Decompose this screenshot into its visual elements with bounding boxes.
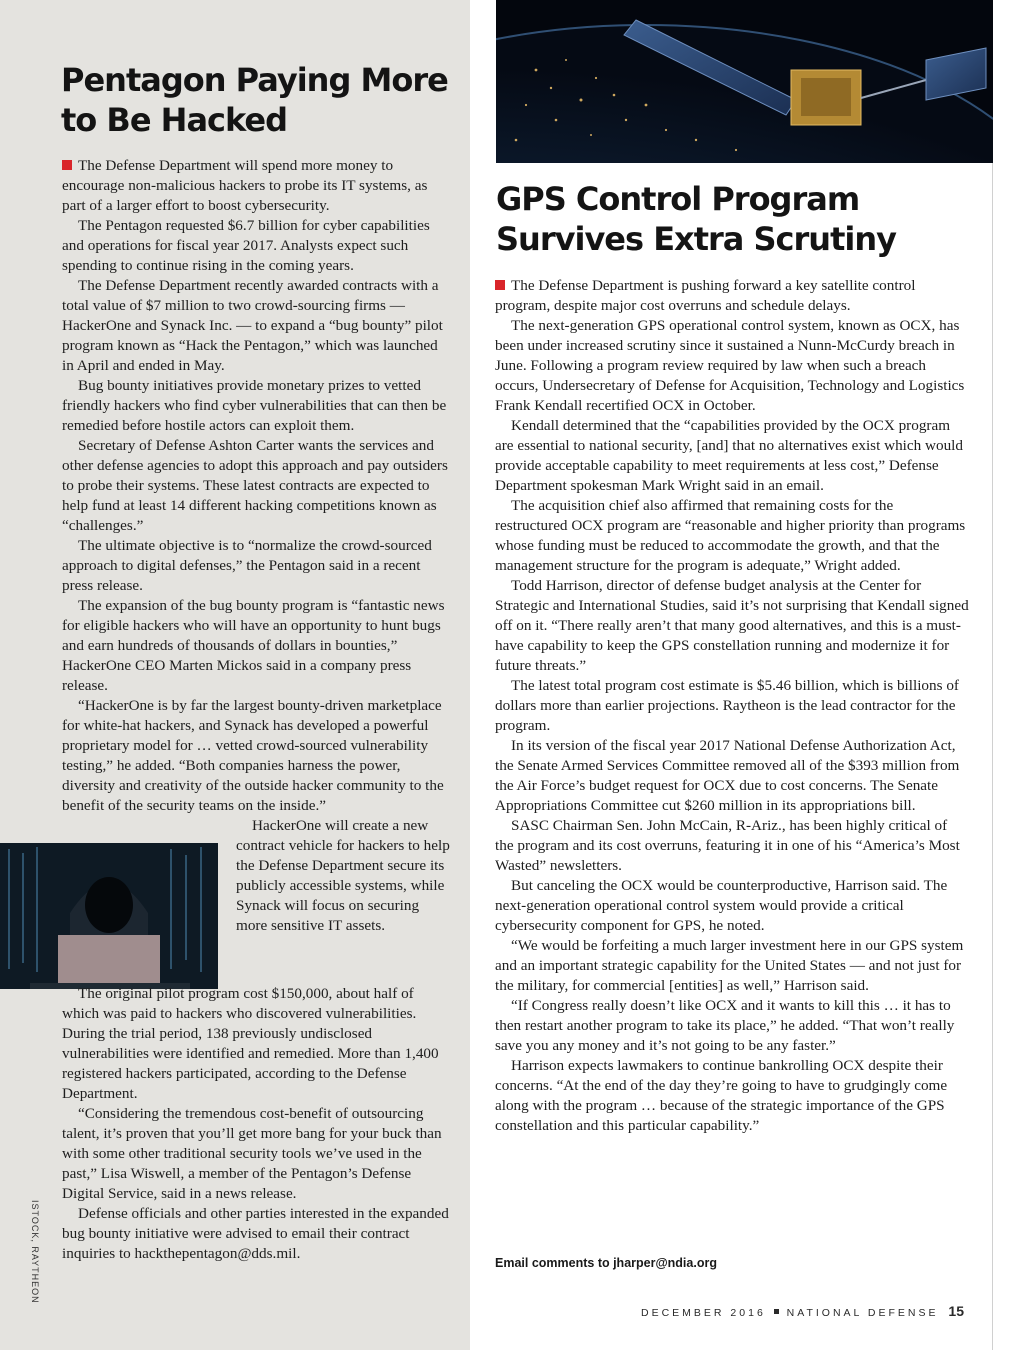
right-article-body <box>495 276 969 1136</box>
body-paragraph: The acquisition chief also affirmed that remaining costs for the restructured OCX program are “reasonable and higher priority than programs whose funding must be reduced to accommodate the growth, and that the management structure for the program is adequate,” Wright added. <box>495 497 966 574</box>
body-paragraph: The Pentagon requested $6.7 billion for cyber capabilities and operations for fiscal year 2017. Analysts expect such spending to continue rising in the coming years. <box>62 217 430 274</box>
body-paragraph: The original pilot program cost $150,000, about half of which was paid to hackers who discovered vulnerabilities. During the trial period, 138 previously undisclosed vulnerabilities were identified and remedied. More than 1,400 registered hackers participated, according to the Defense Department. <box>62 985 439 1102</box>
body-paragraph: But canceling the OCX would be counterproductive, Harrison said. The next-generation operational control system would provide a critical cybersecurity component for GPS, he noted. <box>495 877 948 934</box>
body-paragraph: “HackerOne is by far the largest bounty-driven marketplace for white-hat hackers, and Synack has developed a powerful proprietary model for … vetted crowd-sourced vulnerability testing,” he added. “Both companies harness the power, diversity and creativity of the outside hacker community to the benefit of the security teams on the inside.” <box>62 697 444 814</box>
page-folio <box>641 1303 964 1319</box>
body-paragraph: The latest total program cost estimate is $5.46 billion, which is billions of dollars more than earlier projections. Raytheon is the lead contractor for the program. <box>495 677 959 734</box>
body-paragraph: The Defense Department recently awarded contracts with a total value of $7 million to two crowd-sourcing firms — HackerOne and Synack Inc. — to expand a “bug bounty” pilot program known as “Hack the Pentagon,” which was launched in April and ended in May. <box>62 277 443 374</box>
page-edge-rule <box>992 0 993 1350</box>
body-paragraph: “If Congress really doesn’t like OCX and it wants to kill this … it has to then restart another program to take its place,” he added. “That won’t really save you any money and it’s not going to be any faster.” <box>495 997 955 1054</box>
body-paragraph: The Defense Department is pushing forward a key satellite control program, despite major cost overruns and schedule delays. <box>495 277 916 314</box>
body-paragraph: In its version of the fiscal year 2017 National Defense Authorization Act, the Senate Armed Services Committee removed all of the $393 million from the Air Force’s budget request for OCX due to cost concerns. The Senate Appropriations Committee cut $260 million in its appropriations bill. <box>495 737 960 814</box>
body-paragraph: The Defense Department will spend more money to encourage non-malicious hackers to probe its IT systems, as part of a larger effort to boost cybersecurity. <box>62 157 428 214</box>
body-paragraph: Todd Harrison, director of defense budget analysis at the Center for Strategic and International Studies, said it’s not surprising that Kendall signed off on it. “There really aren’t that many good alternatives, and this is a must-have capability to keep the GPS constellation running and modernize it for future threats.” <box>495 577 969 674</box>
body-paragraph: The ultimate objective is to “normalize the crowd-sourced approach to digital defenses,” the Pentagon said in a recent press release. <box>62 537 432 594</box>
body-paragraph: Bug bounty initiatives provide monetary prizes to vetted friendly hackers who find cyber vulnerabilities that can then be remedied before hostile actors can exploit them. <box>62 377 447 434</box>
body-paragraph: Defense officials and other parties interested in the expanded bug bounty initiative were advised to email their contract inquiries to hackthepentagon@dds.mil. <box>62 1205 449 1262</box>
body-paragraph: “Considering the tremendous cost-benefit of outsourcing talent, it’s proven that you’ll get more bang for your buck than with some other traditional security tools we’ve used in the past,” Lisa Wiswell, a member of the Pentagon’s Defense Digital Service, said in a news release. <box>62 1105 442 1202</box>
left-article-title: Pentagon Paying More to Be Hacked <box>61 61 448 139</box>
folio-publication: NATIONAL DEFENSE <box>786 1307 939 1319</box>
email-comments-line: Email comments to jharper@ndia.org <box>495 1256 717 1270</box>
body-paragraph: Secretary of Defense Ashton Carter wants the services and other defense agencies to adopt this approach and pay outsiders to probe their systems. These latest contracts are expected to help fund at least 14 different hacking competitions known as “challenges.” <box>62 437 448 534</box>
right-article-title: GPS Control Program Survives Extra Scrutiny <box>496 180 896 258</box>
body-paragraph: “We would be forfeiting a much larger investment here in our GPS system and an important strategic capability for the United States — and not just for the military, for commercial [entities] as well,” Harrison said. <box>495 937 964 994</box>
body-paragraph: Harrison expects lawmakers to continue bankrolling OCX despite their concerns. “At the end of the day they’re going to have to grudgingly come along with the program … because of the strategic importance of the GPS constellation and this particular capability.” <box>495 1057 948 1134</box>
page-number: 15 <box>948 1303 964 1319</box>
satellite-photo <box>496 0 993 163</box>
left-article-body <box>62 156 450 1264</box>
body-paragraph: HackerOne will create a new contract vehicle for hackers to help the Defense Department secure its publicly accessible systems, while Synack will focus on securing more sensitive IT assets. <box>236 817 450 934</box>
red-square-bullet-icon <box>495 280 505 290</box>
red-square-bullet-icon <box>62 160 72 170</box>
body-paragraph: The next-generation GPS operational control system, known as OCX, has been under increased scrutiny since it sustained a Nunn-McCurdy breach in June. Following a program review required by law when such a breach occurs, Undersecretary of Defense for Acquisition, Technology and Logistics Frank Kendall recertified OCX in October. <box>495 317 965 414</box>
body-paragraph: Kendall determined that the “capabilities provided by the OCX program are essential to national security, [and] that no alternatives exist which would provide acceptable capability to meet requirements at less cost,” Defense Department spokesman Mark Wright said in an email. <box>495 417 963 494</box>
body-paragraph: The expansion of the bug bounty program is “fantastic news for eligible hackers who will have an opportunity to hunt bugs and earn hundreds of thousands of dollars in bounties,” HackerOne CEO Marten Mickos said in a company press release. <box>62 597 445 694</box>
body-paragraph: SASC Chairman Sen. John McCain, R-Ariz., has been highly critical of the program and its cost overruns, featuring it in one of his “America’s Most Wasted” newsletters. <box>495 817 960 874</box>
folio-date: DECEMBER 2016 <box>641 1307 766 1319</box>
photo-credit: ISTOCK, RAYTHEON <box>30 1200 40 1304</box>
bullet-dot-icon <box>774 1309 779 1314</box>
